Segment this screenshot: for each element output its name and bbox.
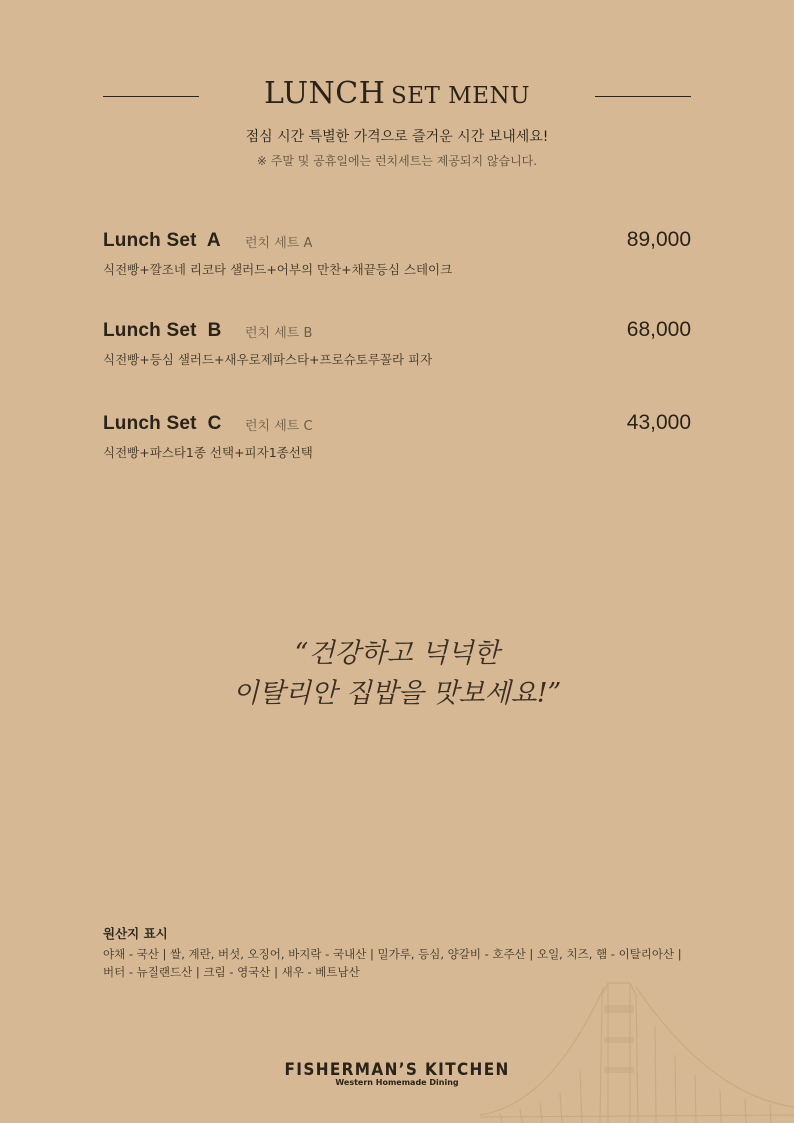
item-korean-name: 런치 세트 A — [245, 236, 313, 251]
item-korean-name: 런치 세트 C — [245, 419, 313, 434]
handwritten-quote — [0, 634, 794, 714]
title-row — [0, 74, 794, 114]
item-name: Lunch Set B — [103, 320, 222, 341]
item-description: 식전빵+파스타1종 선택+피자1종선택 — [103, 445, 313, 460]
item-price: 89,000 — [626, 228, 691, 251]
item-price: 43,000 — [626, 411, 691, 434]
item-korean-name: 런치 세트 B — [245, 326, 313, 341]
item-price: 68,000 — [626, 318, 691, 341]
quote-line-1: “건강하고 넉넉한 — [294, 638, 500, 669]
item-description: 식전빵+깔조네 리코타 샐러드+어부의 만찬+채끝등심 스테이크 — [103, 262, 453, 277]
origin-title: 원산지 표시 — [103, 926, 168, 941]
brand-tagline: Western Homemade Dining — [335, 1078, 459, 1087]
bridge-illustration — [480, 975, 794, 1123]
origin-line-2: 버터 - 뉴질랜드산 | 크림 - 영국산 | 새우 - 베트남산 — [103, 965, 360, 979]
item-name: Lunch Set C — [103, 413, 222, 434]
title-rest: SET MENU — [390, 83, 531, 109]
quote-line-2: 이탈리안 집밥을 맛보세요!” — [232, 678, 562, 709]
weekend-notice: ※ 주말 및 공휴일에는 런치세트는 제공되지 않습니다. — [256, 154, 538, 168]
origin-line-1: 야채 - 국산 | 쌀, 계란, 버섯, 오징어, 바지락 - 국내산 | 밀가루, 등심, 양갈비 - 호주산 | 오일, 치즈, 햄 - 이탈리아산 | — [103, 947, 682, 961]
brand-name: FISHERMAN’S KITCHEN — [284, 1060, 510, 1080]
item-name: Lunch Set A — [103, 230, 221, 251]
item-description: 식전빵+등심 샐러드+새우로제파스타+프로슈토루꼴라 피자 — [103, 352, 433, 367]
brand-logo — [0, 1060, 794, 1087]
title-main: LUNCH — [263, 76, 386, 111]
origin-info — [103, 924, 693, 981]
subtitle: 점심 시간 특별한 가격으로 즐거운 시간 보내세요! — [245, 129, 549, 145]
title-rule-right — [595, 96, 691, 97]
